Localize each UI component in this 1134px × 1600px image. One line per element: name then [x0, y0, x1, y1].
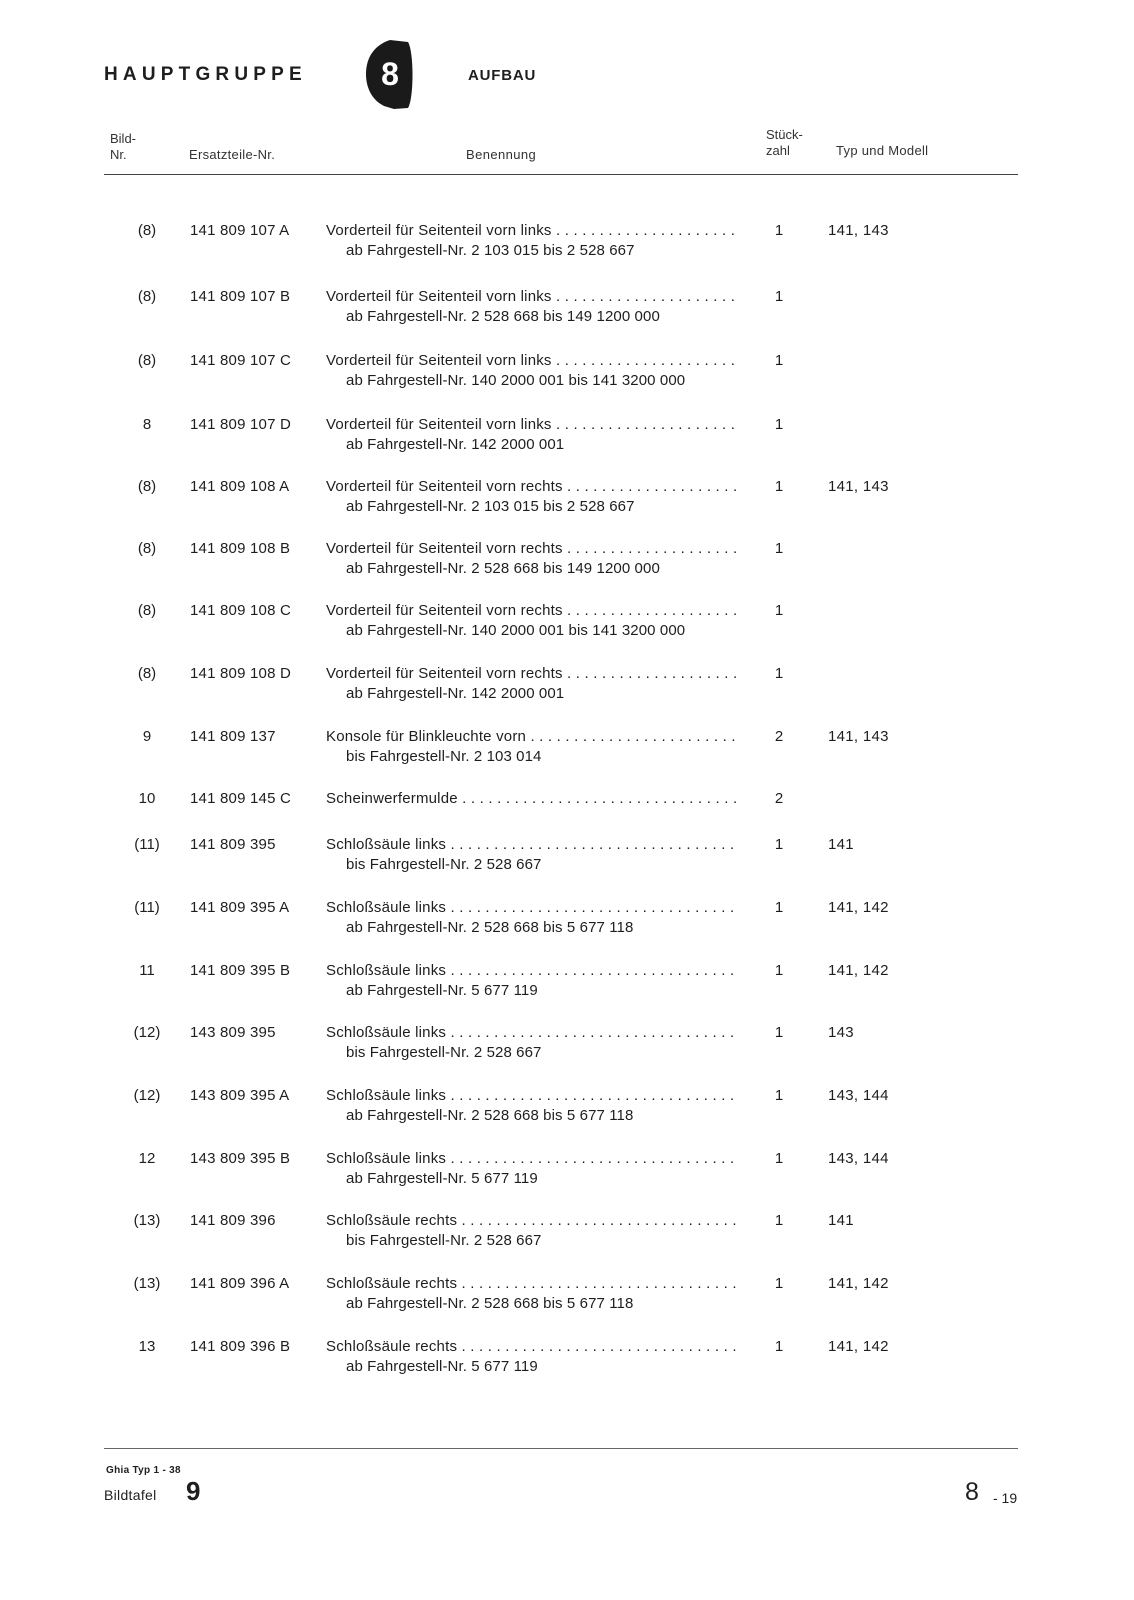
row-chassis-range: ab Fahrgestell-Nr. 2 103 015 bis 2 528 667 — [346, 498, 635, 515]
row-bild-nr: 10 — [138, 790, 156, 807]
header-divider — [104, 174, 1018, 175]
row-chassis-range: ab Fahrgestell-Nr. 2 528 668 bis 149 1200 000 — [346, 308, 660, 325]
table-row — [0, 602, 1134, 646]
row-description: Schloßsäule links . . . — [326, 1024, 736, 1041]
row-type-model: 141, 142 — [828, 1338, 889, 1355]
table-row — [0, 728, 1134, 772]
row-description: Konsole für Blinkleuchte vorn . . . — [326, 728, 736, 745]
row-bild-nr: (13) — [133, 1212, 161, 1229]
row-bild-nr: 9 — [142, 728, 152, 745]
row-bild-nr: (8) — [137, 665, 157, 682]
row-quantity: 1 — [774, 836, 784, 853]
column-header-bild-line1: Bild- — [110, 131, 137, 146]
row-description: Vorderteil für Seitenteil vorn links . . . — [326, 222, 736, 239]
row-quantity: 1 — [774, 1275, 784, 1292]
row-bild-nr: (8) — [137, 222, 157, 239]
row-description: Vorderteil für Seitenteil vorn links . . . — [326, 288, 736, 305]
row-quantity: 1 — [774, 352, 784, 369]
row-description: Schloßsäule links . . . — [326, 1150, 736, 1167]
row-chassis-range: bis Fahrgestell-Nr. 2 528 667 — [346, 1232, 542, 1249]
page-number-major: 8 — [965, 1478, 979, 1506]
row-part-number: 141 809 145 C — [190, 790, 292, 807]
row-description: Vorderteil für Seitenteil vorn rechts . . . — [326, 665, 736, 682]
row-quantity: 2 — [774, 728, 784, 745]
column-header-bild — [110, 131, 136, 163]
table-row — [0, 1087, 1134, 1131]
footer-plate-number: 9 — [186, 1476, 201, 1506]
column-header-bild-line2: Nr. — [110, 147, 127, 162]
group-badge-shape — [364, 38, 416, 110]
row-chassis-range: ab Fahrgestell-Nr. 5 677 119 — [346, 982, 538, 999]
table-row — [0, 1275, 1134, 1319]
row-chassis-range: ab Fahrgestell-Nr. 2 528 668 bis 149 1200 000 — [346, 560, 660, 577]
row-type-model: 141, 142 — [828, 1275, 889, 1292]
table-row — [0, 836, 1134, 880]
footer-model: Ghia Typ 1 - 38 — [106, 1465, 181, 1476]
row-quantity: 1 — [774, 1338, 784, 1355]
table-row — [0, 665, 1134, 709]
row-bild-nr: (11) — [134, 899, 160, 916]
row-part-number: 143 809 395 B — [190, 1150, 291, 1167]
row-type-model: 143 — [828, 1024, 854, 1041]
table-row — [0, 540, 1134, 584]
row-quantity: 1 — [774, 1150, 784, 1167]
row-part-number: 141 809 107 C — [190, 352, 292, 369]
row-chassis-range: ab Fahrgestell-Nr. 140 2000 001 bis 141 3200 000 — [346, 372, 686, 389]
table-row — [0, 1338, 1134, 1382]
row-description: Vorderteil für Seitenteil vorn rechts . . . — [326, 478, 736, 495]
row-bild-nr: (12) — [133, 1087, 161, 1104]
section-title: AUFBAU — [468, 67, 537, 84]
row-chassis-range: bis Fahrgestell-Nr. 2 528 667 — [346, 1044, 542, 1061]
table-row — [0, 416, 1134, 460]
row-type-model: 141, 143 — [828, 478, 889, 495]
row-description: Schloßsäule links . . . — [326, 836, 736, 853]
row-type-model: 141, 142 — [828, 899, 889, 916]
table-row — [0, 1150, 1134, 1194]
row-part-number: 141 809 396 B — [190, 1338, 291, 1355]
row-bild-nr: 12 — [138, 1150, 156, 1167]
row-type-model: 143, 144 — [828, 1150, 889, 1167]
row-description: Scheinwerfermulde . . . — [326, 790, 736, 807]
row-chassis-range: ab Fahrgestell-Nr. 140 2000 001 bis 141 3200 000 — [346, 622, 686, 639]
row-quantity: 1 — [774, 1212, 784, 1229]
row-part-number: 141 809 395 — [190, 836, 276, 853]
row-description: Vorderteil für Seitenteil vorn links . . . — [326, 352, 736, 369]
column-header-typ: Typ und Modell — [836, 143, 929, 158]
row-chassis-range: ab Fahrgestell-Nr. 2 103 015 bis 2 528 667 — [346, 242, 635, 259]
row-part-number: 141 809 108 D — [190, 665, 292, 682]
row-type-model: 141, 143 — [828, 222, 889, 239]
row-bild-nr: (11) — [134, 836, 160, 853]
row-quantity: 1 — [774, 899, 784, 916]
main-group-title: HAUPTGRUPPE — [104, 64, 307, 85]
row-quantity: 1 — [774, 665, 784, 682]
table-row — [0, 962, 1134, 1006]
row-chassis-range: bis Fahrgestell-Nr. 2 528 667 — [346, 856, 542, 873]
row-part-number: 143 809 395 — [190, 1024, 276, 1041]
row-description: Schloßsäule rechts . . . — [326, 1275, 736, 1292]
row-quantity: 1 — [774, 416, 784, 433]
row-bild-nr: (12) — [133, 1024, 161, 1041]
row-quantity: 1 — [774, 1024, 784, 1041]
row-quantity: 1 — [774, 1087, 784, 1104]
column-header-stueckzahl — [766, 127, 803, 159]
row-bild-nr: 11 — [139, 962, 155, 979]
row-type-model: 141, 143 — [828, 728, 889, 745]
row-chassis-range: ab Fahrgestell-Nr. 5 677 119 — [346, 1170, 538, 1187]
row-quantity: 1 — [774, 288, 784, 305]
table-row — [0, 1212, 1134, 1256]
row-description: Schloßsäule links . . . — [326, 962, 736, 979]
table-row — [0, 790, 1134, 834]
column-header-stueck-line1: Stück- — [766, 127, 803, 142]
column-header-ersatzteil: Ersatzteile-Nr. — [189, 147, 276, 162]
row-chassis-range: ab Fahrgestell-Nr. 2 528 668 bis 5 677 118 — [346, 919, 634, 936]
row-bild-nr: 13 — [138, 1338, 156, 1355]
row-chassis-range: ab Fahrgestell-Nr. 2 528 668 bis 5 677 118 — [346, 1107, 634, 1124]
row-bild-nr: (8) — [137, 352, 157, 369]
row-part-number: 141 809 395 B — [190, 962, 291, 979]
table-row — [0, 222, 1134, 266]
row-quantity: 1 — [774, 540, 784, 557]
table-row — [0, 1024, 1134, 1068]
table-row — [0, 899, 1134, 943]
row-part-number: 141 809 107 B — [190, 288, 291, 305]
row-part-number: 141 809 108 A — [190, 478, 290, 495]
row-bild-nr: (13) — [133, 1275, 161, 1292]
row-description: Vorderteil für Seitenteil vorn links . . . — [326, 416, 736, 433]
footer-divider — [104, 1448, 1018, 1449]
row-description: Schloßsäule rechts . . . — [326, 1212, 736, 1229]
row-bild-nr: (8) — [137, 602, 157, 619]
table-row — [0, 288, 1134, 332]
group-number: 8 — [381, 56, 399, 92]
row-type-model: 141 — [828, 1212, 854, 1229]
table-row — [0, 352, 1134, 396]
row-quantity: 1 — [774, 222, 784, 239]
row-bild-nr: (8) — [137, 288, 157, 305]
table-row — [0, 478, 1134, 522]
row-type-model: 141, 142 — [828, 962, 889, 979]
row-quantity: 1 — [774, 478, 784, 495]
row-part-number: 141 809 137 — [190, 728, 276, 745]
column-header-stueck-line2: zahl — [766, 143, 790, 158]
row-chassis-range: ab Fahrgestell-Nr. 142 2000 001 — [346, 685, 565, 702]
row-quantity: 1 — [774, 602, 784, 619]
row-part-number: 143 809 395 A — [190, 1087, 290, 1104]
row-description: Vorderteil für Seitenteil vorn rechts . . . — [326, 540, 736, 557]
row-part-number: 141 809 395 A — [190, 899, 290, 916]
row-description: Vorderteil für Seitenteil vorn rechts . . . — [326, 602, 736, 619]
group-number-badge — [364, 38, 416, 110]
row-quantity: 1 — [774, 962, 784, 979]
row-description: Schloßsäule rechts . . . — [326, 1338, 736, 1355]
row-type-model: 143, 144 — [828, 1087, 889, 1104]
column-header-benennung: Benennung — [466, 147, 537, 162]
row-part-number: 141 809 107 A — [190, 222, 290, 239]
row-chassis-range: ab Fahrgestell-Nr. 2 528 668 bis 5 677 118 — [346, 1295, 634, 1312]
row-bild-nr: (8) — [137, 540, 157, 557]
row-chassis-range: bis Fahrgestell-Nr. 2 103 014 — [346, 748, 542, 765]
row-chassis-range: ab Fahrgestell-Nr. 142 2000 001 — [346, 436, 565, 453]
row-bild-nr: (8) — [137, 478, 157, 495]
footer-plate-label: Bildtafel — [104, 1487, 157, 1503]
row-part-number: 141 809 396 A — [190, 1275, 290, 1292]
row-quantity: 2 — [774, 790, 784, 807]
row-part-number: 141 809 396 — [190, 1212, 276, 1229]
row-part-number: 141 809 108 B — [190, 540, 291, 557]
row-chassis-range: ab Fahrgestell-Nr. 5 677 119 — [346, 1358, 538, 1375]
row-description: Schloßsäule links . . . — [326, 899, 736, 916]
page-number-minor: - 19 — [993, 1490, 1018, 1506]
row-type-model: 141 — [828, 836, 854, 853]
row-bild-nr: 8 — [142, 416, 152, 433]
row-part-number: 141 809 108 C — [190, 602, 292, 619]
row-part-number: 141 809 107 D — [190, 416, 292, 433]
row-description: Schloßsäule links . . . — [326, 1087, 736, 1104]
